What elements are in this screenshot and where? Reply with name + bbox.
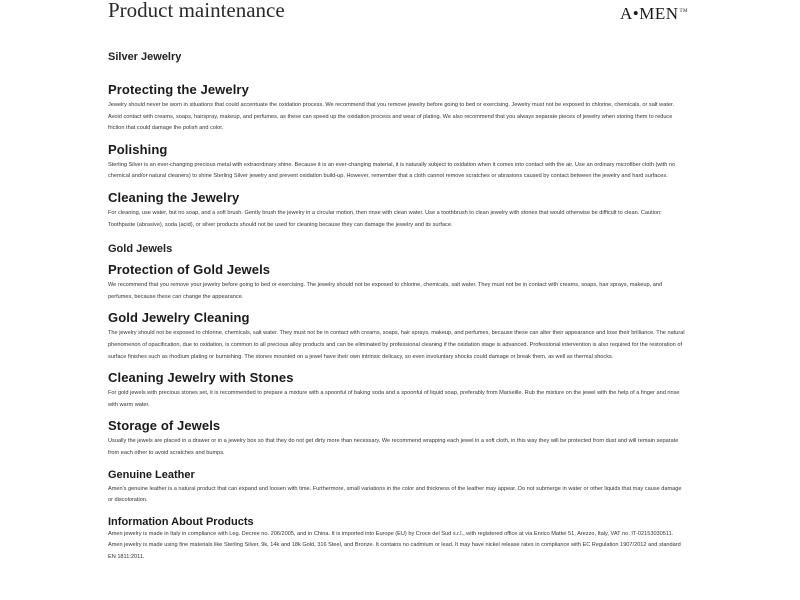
cleaning-jewelry-text: For cleaning, use water, but no soap, and a soft brush. Gently brush the jewelry in a circular motion, then rinse with clean water. Use a toothbrush to clean jewelry with stones that would otherwise be difficult to clean. Caution: Toothpaste (abrasive), soda (acid), or silver products should not be used for cleaning because they can damage the jewelry and its surface.	[108, 209, 662, 228]
gold-jewels-heading: Gold Jewels	[108, 243, 173, 256]
protecting-jewelry-text: Jewelry should never be worn in situations that could accentuate the oxidation process. We recommend that you remove jewelry before going to bed or exercising. Jewelry must not be exposed to chlorine, chemicals, or salt water. Avoid contact with creams, soaps, hairspray, makeup, and perfumes, as these can speed up the oxidation process and wear of plating. We also recommend that you always separate pieces of jewelry when storing them to reduce friction that could damage the polish and color.	[108, 102, 675, 132]
protection-gold-heading: Protection of Gold Jewels	[108, 262, 271, 278]
product-info-heading: Information About Products	[108, 515, 254, 528]
brand-logo[interactable]	[620, 4, 688, 24]
gold-cleaning-text: The jewelry should not be exposed to chlorine, chemicals, salt water. They must not be in contact with creams, soaps, hair sprays, makeup, and perfumes, because these can alter their appearance and lose their brilliance. The natural phenomenon of opacification, due to oxidation, is common to all precious alloy products and can be eliminated by professional cleaning if the oxidation stage is advanced. Professional intervention is also required for the restoration of surface finishes such as rhodium plating or burnishing. The stones mounted on a jewel have their own intrinsic delicacy, so even involuntary shocks could damage or break them, as well as thermal shocks.	[108, 330, 685, 360]
silver-jewelry-heading: Silver Jewelry	[108, 51, 182, 63]
logo-text: A•MEN	[619, 4, 679, 23]
cleaning-jewelry-heading: Cleaning the Jewelry	[108, 189, 240, 205]
gold-cleaning-heading: Gold Jewelry Cleaning	[108, 310, 250, 326]
page-header	[108, 0, 688, 32]
protecting-jewelry-heading: Protecting the Jewelry	[108, 82, 249, 97]
polishing-text: Sterling Silver is an ever-changing precious metal with extraordinary shine. Because it is an ever-changing material, it is naturally subject to oxidation when it comes into contact with the air. Use an ordinary microfiber cloth (with no chemical and/or natural cleaners) to shine Sterling Silver jewelry and prevent oxidation build-up. However, remember that a cloth cannot remove scratches or abrasions caused by contact between the jewelry and hard surfaces.	[108, 161, 676, 180]
cleaning-stones-text: For gold jewels with precious stones set, it is recommended to prepare a mixture with a spoonful of baking soda and a spoonful of liquid soap, preferably from Marseille. Rub the mixture on the jewel with the help of a finger and rinse with warm water.	[108, 390, 680, 408]
protection-gold-text: We recommend that you remove your jewelry before going to bed or exercising. The jewelry should not be exposed to chlorine, chemicals, salt water. They must not be in contact with creams, soaps, hair sprays, makeup, and perfumes, because these can change the appearance.	[108, 282, 663, 300]
polishing-heading: Polishing	[108, 141, 168, 157]
storage-text: Usually the jewels are placed in a drawer or in a jewelry box so that they do not get dirty more than necessary. We recommend wrapping each jewel in a soft cloth, in this way they will be protected from dust and will remain separate from each other to avoid scratches and bumps.	[108, 438, 679, 456]
product-info-text: Amen jewelry is made in Italy in compliance with Leg. Decree no. 206/2005, and in China. It is imported into Europe (EU) by Croce del Sud s.r.l., with registered office at via Enrico Mattei 51, Arezzo, Italy, VAT no. IT-02153030511. Amen jewelry is made using fine materials like Sterling Silver, 9k, 14k and 18k Gold, 316 Steel, and Bronze. It contains no cadmium or lead. It may have nickel release rates in compliance with EC Regulation 1907/2012 and standard EN 1811:2011.	[108, 530, 681, 560]
maintenance-content	[108, 50, 688, 563]
genuine-leather-text: Amen's genuine leather is a natural product that can expand and loosen with time. Furthermore, small variations in the color and thickness of the leather may appear. Do not submerge in water or other liquids that may cause damage or discoloration.	[108, 485, 682, 504]
cleaning-stones-heading: Cleaning Jewelry with Stones	[108, 370, 294, 386]
storage-heading: Storage of Jewels	[108, 418, 221, 434]
genuine-leather-heading: Genuine Leather	[108, 468, 195, 481]
logo-trademark: TM	[679, 9, 688, 15]
page-title: Product maintenance	[108, 0, 285, 22]
